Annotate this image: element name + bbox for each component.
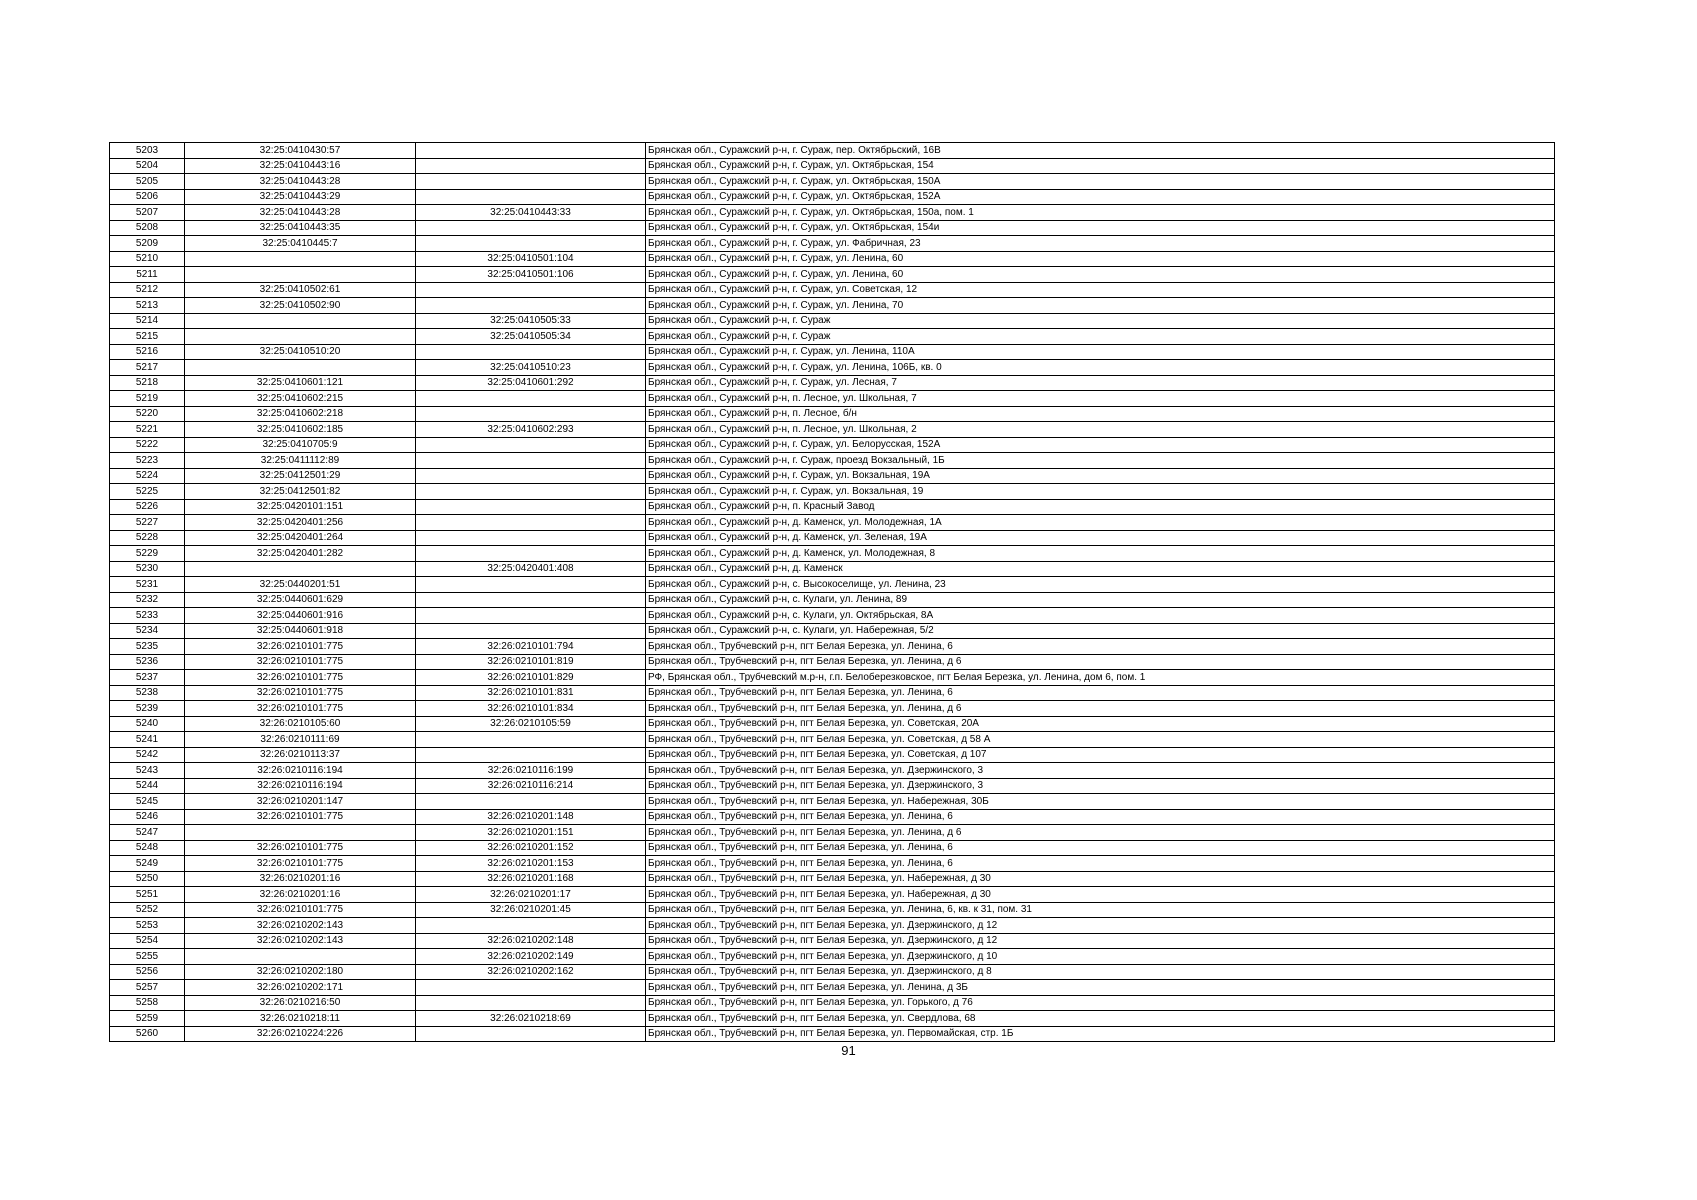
cadastral-number-cell: 32:26:0210101:775 xyxy=(185,701,416,717)
row-number-cell: 5206 xyxy=(110,189,185,205)
address-cell: Брянская обл., Трубчевский р-н, пгт Белая Березка, ул. Свердлова, 68 xyxy=(646,1011,1555,1027)
object-cadastral-number-cell xyxy=(416,236,646,252)
object-cadastral-number-cell xyxy=(416,484,646,500)
row-number-cell: 5251 xyxy=(110,887,185,903)
address-cell: Брянская обл., Суражский р-н, д. Каменск, ул. Молодежная, 1А xyxy=(646,515,1555,531)
cadastral-number-cell: 32:26:0210116:194 xyxy=(185,763,416,779)
cadastral-number-cell: 32:25:0410502:61 xyxy=(185,282,416,298)
cadastral-number-cell: 32:25:0412501:29 xyxy=(185,468,416,484)
row-number-cell: 5211 xyxy=(110,267,185,283)
property-registry-table xyxy=(109,142,1555,1042)
table-row xyxy=(110,484,1555,500)
object-cadastral-number-cell xyxy=(416,918,646,934)
address-cell: Брянская обл., Трубчевский р-н, пгт Белая Березка, ул. Советская, 20А xyxy=(646,716,1555,732)
address-cell: Брянская обл., Трубчевский р-н, пгт Белая Березка, ул. Ленина, д 6 xyxy=(646,654,1555,670)
object-cadastral-number-cell xyxy=(416,980,646,996)
object-cadastral-number-cell xyxy=(416,189,646,205)
cadastral-number-cell: 32:26:0210101:775 xyxy=(185,654,416,670)
cadastral-number-cell: 32:25:0410443:28 xyxy=(185,205,416,221)
table-row xyxy=(110,375,1555,391)
cadastral-number-cell: 32:26:0210101:775 xyxy=(185,670,416,686)
row-number-cell: 5255 xyxy=(110,949,185,965)
object-cadastral-number-cell: 32:26:0210202:148 xyxy=(416,933,646,949)
cadastral-number-cell: 32:26:0210202:180 xyxy=(185,964,416,980)
object-cadastral-number-cell: 32:26:0210201:151 xyxy=(416,825,646,841)
cadastral-number-cell: 32:26:0210101:775 xyxy=(185,685,416,701)
cadastral-number-cell: 32:25:0410443:28 xyxy=(185,174,416,190)
address-cell: Брянская обл., Суражский р-н, г. Сураж, ул. Ленина, 60 xyxy=(646,251,1555,267)
row-number-cell: 5257 xyxy=(110,980,185,996)
cadastral-number-cell: 32:25:0412501:82 xyxy=(185,484,416,500)
address-cell: Брянская обл., Суражский р-н, г. Сураж, ул. Ленина, 106Б, кв. 0 xyxy=(646,360,1555,376)
table-row xyxy=(110,344,1555,360)
object-cadastral-number-cell xyxy=(416,298,646,314)
row-number-cell: 5256 xyxy=(110,964,185,980)
cadastral-number-cell xyxy=(185,313,416,329)
row-number-cell: 5234 xyxy=(110,623,185,639)
cadastral-number-cell xyxy=(185,561,416,577)
cadastral-number-cell xyxy=(185,329,416,345)
object-cadastral-number-cell: 32:26:0210101:829 xyxy=(416,670,646,686)
table-row xyxy=(110,995,1555,1011)
object-cadastral-number-cell: 32:26:0210201:153 xyxy=(416,856,646,872)
cadastral-number-cell: 32:26:0210218:11 xyxy=(185,1011,416,1027)
address-cell: Брянская обл., Трубчевский р-н, пгт Белая Березка, ул. Набережная, д 30 xyxy=(646,871,1555,887)
row-number-cell: 5223 xyxy=(110,453,185,469)
table-row xyxy=(110,437,1555,453)
cadastral-number-cell xyxy=(185,825,416,841)
cadastral-number-cell: 32:25:0440201:51 xyxy=(185,577,416,593)
address-cell: Брянская обл., Суражский р-н, г. Сураж, ул. Октябрьская, 154и xyxy=(646,220,1555,236)
row-number-cell: 5219 xyxy=(110,391,185,407)
address-cell: Брянская обл., Суражский р-н, г. Сураж, ул. Белорусская, 152А xyxy=(646,437,1555,453)
object-cadastral-number-cell xyxy=(416,220,646,236)
address-cell: Брянская обл., Суражский р-н, г. Сураж, проезд Вокзальный, 1Б xyxy=(646,453,1555,469)
address-cell: Брянская обл., Суражский р-н, г. Сураж, ул. Ленина, 60 xyxy=(646,267,1555,283)
object-cadastral-number-cell: 32:25:0410443:33 xyxy=(416,205,646,221)
cadastral-number-cell: 32:25:0410430:57 xyxy=(185,143,416,159)
object-cadastral-number-cell: 32:26:0210218:69 xyxy=(416,1011,646,1027)
address-cell: Брянская обл., Суражский р-н, с. Кулаги, ул. Октябрьская, 8А xyxy=(646,608,1555,624)
object-cadastral-number-cell: 32:26:0210201:148 xyxy=(416,809,646,825)
cadastral-number-cell: 32:25:0420101:151 xyxy=(185,499,416,515)
cadastral-number-cell: 32:26:0210105:60 xyxy=(185,716,416,732)
address-cell: Брянская обл., Суражский р-н, г. Сураж, ул. Вокзальная, 19А xyxy=(646,468,1555,484)
object-cadastral-number-cell: 32:26:0210105:59 xyxy=(416,716,646,732)
table-row xyxy=(110,1026,1555,1042)
object-cadastral-number-cell xyxy=(416,1026,646,1042)
address-cell: Брянская обл., Трубчевский р-н, пгт Белая Березка, ул. Советская, д 107 xyxy=(646,747,1555,763)
row-number-cell: 5236 xyxy=(110,654,185,670)
row-number-cell: 5254 xyxy=(110,933,185,949)
cadastral-number-cell: 32:26:0210113:37 xyxy=(185,747,416,763)
cadastral-number-cell: 32:25:0410510:20 xyxy=(185,344,416,360)
object-cadastral-number-cell: 32:25:0410505:34 xyxy=(416,329,646,345)
row-number-cell: 5218 xyxy=(110,375,185,391)
object-cadastral-number-cell xyxy=(416,530,646,546)
cadastral-number-cell: 32:25:0410502:90 xyxy=(185,298,416,314)
address-cell: Брянская обл., Суражский р-н, г. Сураж, ул. Октябрьская, 150а, пом. 1 xyxy=(646,205,1555,221)
cadastral-number-cell: 32:25:0410705:9 xyxy=(185,437,416,453)
object-cadastral-number-cell xyxy=(416,747,646,763)
cadastral-number-cell: 32:25:0411112:89 xyxy=(185,453,416,469)
row-number-cell: 5247 xyxy=(110,825,185,841)
address-cell: Брянская обл., Суражский р-н, д. Каменск xyxy=(646,561,1555,577)
row-number-cell: 5209 xyxy=(110,236,185,252)
object-cadastral-number-cell: 32:26:0210201:152 xyxy=(416,840,646,856)
address-cell: Брянская обл., Суражский р-н, г. Сураж, ул. Ленина, 110А xyxy=(646,344,1555,360)
table-row xyxy=(110,360,1555,376)
table-row xyxy=(110,391,1555,407)
row-number-cell: 5221 xyxy=(110,422,185,438)
address-cell: Брянская обл., Суражский р-н, г. Сураж, ул. Октябрьская, 152А xyxy=(646,189,1555,205)
row-number-cell: 5243 xyxy=(110,763,185,779)
object-cadastral-number-cell xyxy=(416,453,646,469)
address-cell: Брянская обл., Трубчевский р-н, пгт Белая Березка, ул. Ленина, д 6 xyxy=(646,701,1555,717)
table-row xyxy=(110,670,1555,686)
row-number-cell: 5225 xyxy=(110,484,185,500)
cadastral-number-cell: 32:26:0210202:171 xyxy=(185,980,416,996)
cadastral-number-cell: 32:25:0420401:282 xyxy=(185,546,416,562)
object-cadastral-number-cell: 32:26:0210116:199 xyxy=(416,763,646,779)
object-cadastral-number-cell: 32:25:0410510:23 xyxy=(416,360,646,376)
address-cell: Брянская обл., Трубчевский р-н, пгт Белая Березка, ул. Дзержинского, 3 xyxy=(646,763,1555,779)
row-number-cell: 5242 xyxy=(110,747,185,763)
address-cell: Брянская обл., Трубчевский р-н, пгт Белая Березка, ул. Дзержинского, д 10 xyxy=(646,949,1555,965)
row-number-cell: 5212 xyxy=(110,282,185,298)
row-number-cell: 5237 xyxy=(110,670,185,686)
cadastral-number-cell: 32:25:0420401:264 xyxy=(185,530,416,546)
table-row xyxy=(110,282,1555,298)
table-row xyxy=(110,174,1555,190)
cadastral-number-cell xyxy=(185,949,416,965)
row-number-cell: 5220 xyxy=(110,406,185,422)
page-number: 91 xyxy=(841,1043,856,1058)
cadastral-number-cell: 32:26:0210202:143 xyxy=(185,933,416,949)
address-cell: РФ, Брянская обл., Трубчевский м.р-н, г.п. Белоберезковское, пгт Белая Березка, ул. Ленина, дом 6, пом. 1 xyxy=(646,670,1555,686)
cadastral-number-cell: 32:26:0210201:16 xyxy=(185,871,416,887)
table-row xyxy=(110,313,1555,329)
cadastral-number-cell: 32:26:0210101:775 xyxy=(185,809,416,825)
row-number-cell: 5203 xyxy=(110,143,185,159)
row-number-cell: 5224 xyxy=(110,468,185,484)
address-cell: Брянская обл., Суражский р-н, с. Высокоселище, ул. Ленина, 23 xyxy=(646,577,1555,593)
object-cadastral-number-cell xyxy=(416,406,646,422)
address-cell: Брянская обл., Трубчевский р-н, пгт Белая Березка, ул. Дзержинского, д 12 xyxy=(646,918,1555,934)
row-number-cell: 5232 xyxy=(110,592,185,608)
address-cell: Брянская обл., Суражский р-н, г. Сураж, ул. Фабричная, 23 xyxy=(646,236,1555,252)
row-number-cell: 5213 xyxy=(110,298,185,314)
row-number-cell: 5215 xyxy=(110,329,185,345)
object-cadastral-number-cell xyxy=(416,515,646,531)
object-cadastral-number-cell xyxy=(416,608,646,624)
row-number-cell: 5246 xyxy=(110,809,185,825)
table-row xyxy=(110,236,1555,252)
address-cell: Брянская обл., Трубчевский р-н, пгт Белая Березка, ул. Ленина, д 6 xyxy=(646,825,1555,841)
row-number-cell: 5222 xyxy=(110,437,185,453)
table-row xyxy=(110,778,1555,794)
object-cadastral-number-cell: 32:26:0210202:162 xyxy=(416,964,646,980)
object-cadastral-number-cell: 32:26:0210201:45 xyxy=(416,902,646,918)
table-row xyxy=(110,468,1555,484)
cadastral-number-cell: 32:25:0410602:215 xyxy=(185,391,416,407)
table-row xyxy=(110,158,1555,174)
address-cell: Брянская обл., Суражский р-н, п. Лесное, ул. Школьная, 7 xyxy=(646,391,1555,407)
object-cadastral-number-cell xyxy=(416,174,646,190)
table-row xyxy=(110,623,1555,639)
table-row xyxy=(110,840,1555,856)
table-row xyxy=(110,298,1555,314)
cadastral-number-cell: 32:26:0210101:775 xyxy=(185,902,416,918)
address-cell: Брянская обл., Трубчевский р-н, пгт Белая Березка, ул. Дзержинского, д 12 xyxy=(646,933,1555,949)
object-cadastral-number-cell: 32:26:0210201:17 xyxy=(416,887,646,903)
table-row xyxy=(110,499,1555,515)
row-number-cell: 5205 xyxy=(110,174,185,190)
table-row xyxy=(110,654,1555,670)
address-cell: Брянская обл., Суражский р-н, г. Сураж, ул. Октябрьская, 154 xyxy=(646,158,1555,174)
table-row xyxy=(110,577,1555,593)
row-number-cell: 5258 xyxy=(110,995,185,1011)
row-number-cell: 5231 xyxy=(110,577,185,593)
table-row xyxy=(110,763,1555,779)
cadastral-number-cell: 32:25:0410601:121 xyxy=(185,375,416,391)
address-cell: Брянская обл., Суражский р-н, г. Сураж, пер. Октябрьский, 16В xyxy=(646,143,1555,159)
cadastral-number-cell: 32:26:0210224:226 xyxy=(185,1026,416,1042)
address-cell: Брянская обл., Трубчевский р-н, пгт Белая Березка, ул. Дзержинского, 3 xyxy=(646,778,1555,794)
object-cadastral-number-cell xyxy=(416,546,646,562)
object-cadastral-number-cell: 32:25:0410505:33 xyxy=(416,313,646,329)
object-cadastral-number-cell: 32:25:0410501:104 xyxy=(416,251,646,267)
cadastral-number-cell xyxy=(185,360,416,376)
table-row xyxy=(110,902,1555,918)
row-number-cell: 5249 xyxy=(110,856,185,872)
row-number-cell: 5216 xyxy=(110,344,185,360)
table-row xyxy=(110,964,1555,980)
row-number-cell: 5208 xyxy=(110,220,185,236)
cadastral-number-cell: 32:26:0210116:194 xyxy=(185,778,416,794)
address-cell: Брянская обл., Трубчевский р-н, пгт Белая Березка, ул. Набережная, д 30 xyxy=(646,887,1555,903)
table-row xyxy=(110,918,1555,934)
object-cadastral-number-cell: 32:26:0210116:214 xyxy=(416,778,646,794)
address-cell: Брянская обл., Суражский р-н, г. Сураж, ул. Лесная, 7 xyxy=(646,375,1555,391)
object-cadastral-number-cell: 32:25:0420401:408 xyxy=(416,561,646,577)
address-cell: Брянская обл., Трубчевский р-н, пгт Белая Березка, ул. Набережная, 30Б xyxy=(646,794,1555,810)
table-row xyxy=(110,1011,1555,1027)
table-row xyxy=(110,189,1555,205)
cadastral-number-cell: 32:26:0210101:775 xyxy=(185,856,416,872)
object-cadastral-number-cell xyxy=(416,437,646,453)
cadastral-number-cell: 32:25:0420401:256 xyxy=(185,515,416,531)
cadastral-number-cell: 32:26:0210101:775 xyxy=(185,639,416,655)
cadastral-number-cell: 32:26:0210216:50 xyxy=(185,995,416,1011)
address-cell: Брянская обл., Суражский р-н, г. Сураж, ул. Октябрьская, 150А xyxy=(646,174,1555,190)
table-row xyxy=(110,205,1555,221)
row-number-cell: 5227 xyxy=(110,515,185,531)
object-cadastral-number-cell xyxy=(416,995,646,1011)
table-row xyxy=(110,251,1555,267)
address-cell: Брянская обл., Трубчевский р-н, пгт Белая Березка, ул. Ленина, 6 xyxy=(646,639,1555,655)
address-cell: Брянская обл., Суражский р-н, п. Лесное, ул. Школьная, 2 xyxy=(646,422,1555,438)
object-cadastral-number-cell xyxy=(416,794,646,810)
row-number-cell: 5229 xyxy=(110,546,185,562)
cadastral-number-cell xyxy=(185,267,416,283)
object-cadastral-number-cell xyxy=(416,592,646,608)
table-row xyxy=(110,406,1555,422)
object-cadastral-number-cell xyxy=(416,499,646,515)
table-row xyxy=(110,220,1555,236)
address-cell: Брянская обл., Суражский р-н, с. Кулаги, ул. Набережная, 5/2 xyxy=(646,623,1555,639)
cadastral-number-cell: 32:25:0410443:29 xyxy=(185,189,416,205)
object-cadastral-number-cell xyxy=(416,158,646,174)
address-cell: Брянская обл., Трубчевский р-н, пгт Белая Березка, ул. Ленина, 6 xyxy=(646,685,1555,701)
object-cadastral-number-cell xyxy=(416,391,646,407)
object-cadastral-number-cell: 32:26:0210101:794 xyxy=(416,639,646,655)
cadastral-number-cell: 32:26:0210201:147 xyxy=(185,794,416,810)
address-cell: Брянская обл., Суражский р-н, с. Кулаги, ул. Ленина, 89 xyxy=(646,592,1555,608)
address-cell: Брянская обл., Суражский р-н, г. Сураж xyxy=(646,329,1555,345)
row-number-cell: 5260 xyxy=(110,1026,185,1042)
object-cadastral-number-cell xyxy=(416,468,646,484)
row-number-cell: 5253 xyxy=(110,918,185,934)
address-cell: Брянская обл., Суражский р-н, д. Каменск, ул. Молодежная, 8 xyxy=(646,546,1555,562)
cadastral-number-cell: 32:25:0410445:7 xyxy=(185,236,416,252)
row-number-cell: 5210 xyxy=(110,251,185,267)
address-cell: Брянская обл., Трубчевский р-н, пгт Белая Березка, ул. Ленина, 6 xyxy=(646,840,1555,856)
table-row xyxy=(110,685,1555,701)
object-cadastral-number-cell: 32:26:0210101:834 xyxy=(416,701,646,717)
table-row xyxy=(110,639,1555,655)
object-cadastral-number-cell xyxy=(416,282,646,298)
table-row xyxy=(110,515,1555,531)
row-number-cell: 5250 xyxy=(110,871,185,887)
row-number-cell: 5239 xyxy=(110,701,185,717)
table-row xyxy=(110,794,1555,810)
registry-body xyxy=(110,143,1555,1042)
row-number-cell: 5248 xyxy=(110,840,185,856)
object-cadastral-number-cell: 32:26:0210201:168 xyxy=(416,871,646,887)
table-row xyxy=(110,887,1555,903)
address-cell: Брянская обл., Трубчевский р-н, пгт Белая Березка, ул. Дзержинского, д 8 xyxy=(646,964,1555,980)
table-row xyxy=(110,871,1555,887)
cadastral-number-cell: 32:26:0210201:16 xyxy=(185,887,416,903)
row-number-cell: 5214 xyxy=(110,313,185,329)
object-cadastral-number-cell xyxy=(416,732,646,748)
cadastral-number-cell: 32:25:0410602:218 xyxy=(185,406,416,422)
table-row xyxy=(110,732,1555,748)
address-cell: Брянская обл., Трубчевский р-н, пгт Белая Березка, ул. Первомайская, стр. 1Б xyxy=(646,1026,1555,1042)
row-number-cell: 5245 xyxy=(110,794,185,810)
table-row xyxy=(110,825,1555,841)
address-cell: Брянская обл., Суражский р-н, п. Красный Завод xyxy=(646,499,1555,515)
object-cadastral-number-cell: 32:26:0210101:819 xyxy=(416,654,646,670)
row-number-cell: 5259 xyxy=(110,1011,185,1027)
row-number-cell: 5241 xyxy=(110,732,185,748)
row-number-cell: 5244 xyxy=(110,778,185,794)
cadastral-number-cell: 32:25:0440601:629 xyxy=(185,592,416,608)
address-cell: Брянская обл., Суражский р-н, д. Каменск, ул. Зеленая, 19А xyxy=(646,530,1555,546)
address-cell: Брянская обл., Суражский р-н, г. Сураж, ул. Вокзальная, 19 xyxy=(646,484,1555,500)
object-cadastral-number-cell: 32:25:0410601:292 xyxy=(416,375,646,391)
row-number-cell: 5240 xyxy=(110,716,185,732)
table-row xyxy=(110,747,1555,763)
cadastral-number-cell: 32:25:0410443:35 xyxy=(185,220,416,236)
table-row xyxy=(110,856,1555,872)
address-cell: Брянская обл., Трубчевский р-н, пгт Белая Березка, ул. Ленина, 6 xyxy=(646,856,1555,872)
cadastral-number-cell xyxy=(185,251,416,267)
table-row xyxy=(110,453,1555,469)
table-row xyxy=(110,329,1555,345)
cadastral-number-cell: 32:25:0440601:918 xyxy=(185,623,416,639)
table-row xyxy=(110,530,1555,546)
table-row xyxy=(110,701,1555,717)
table-row xyxy=(110,716,1555,732)
table-row xyxy=(110,608,1555,624)
address-cell: Брянская обл., Трубчевский р-н, пгт Белая Березка, ул. Горького, д 76 xyxy=(646,995,1555,1011)
row-number-cell: 5235 xyxy=(110,639,185,655)
object-cadastral-number-cell: 32:26:0210101:831 xyxy=(416,685,646,701)
table-row xyxy=(110,561,1555,577)
address-cell: Брянская обл., Трубчевский р-н, пгт Белая Березка, ул. Ленина, 6, кв. к 31, пом. 31 xyxy=(646,902,1555,918)
table-row xyxy=(110,143,1555,159)
address-cell: Брянская обл., Трубчевский р-н, пгт Белая Березка, ул. Ленина, д 3Б xyxy=(646,980,1555,996)
object-cadastral-number-cell xyxy=(416,143,646,159)
address-cell: Брянская обл., Трубчевский р-н, пгт Белая Березка, ул. Советская, д 58 А xyxy=(646,732,1555,748)
table-row xyxy=(110,980,1555,996)
table-row xyxy=(110,809,1555,825)
table-row xyxy=(110,949,1555,965)
object-cadastral-number-cell xyxy=(416,344,646,360)
row-number-cell: 5204 xyxy=(110,158,185,174)
cadastral-number-cell: 32:25:0440601:916 xyxy=(185,608,416,624)
table-row xyxy=(110,267,1555,283)
table-row xyxy=(110,546,1555,562)
address-cell: Брянская обл., Суражский р-н, г. Сураж, ул. Советская, 12 xyxy=(646,282,1555,298)
row-number-cell: 5228 xyxy=(110,530,185,546)
row-number-cell: 5226 xyxy=(110,499,185,515)
row-number-cell: 5252 xyxy=(110,902,185,918)
object-cadastral-number-cell: 32:25:0410501:106 xyxy=(416,267,646,283)
address-cell: Брянская обл., Трубчевский р-н, пгт Белая Березка, ул. Ленина, 6 xyxy=(646,809,1555,825)
cadastral-number-cell: 32:26:0210101:775 xyxy=(185,840,416,856)
row-number-cell: 5233 xyxy=(110,608,185,624)
cadastral-number-cell: 32:25:0410602:185 xyxy=(185,422,416,438)
object-cadastral-number-cell: 32:26:0210202:149 xyxy=(416,949,646,965)
address-cell: Брянская обл., Суражский р-н, г. Сураж, ул. Ленина, 70 xyxy=(646,298,1555,314)
table-row xyxy=(110,422,1555,438)
cadastral-number-cell: 32:26:0210111:69 xyxy=(185,732,416,748)
object-cadastral-number-cell: 32:25:0410602:293 xyxy=(416,422,646,438)
table-row xyxy=(110,933,1555,949)
address-cell: Брянская обл., Суражский р-н, п. Лесное, б/н xyxy=(646,406,1555,422)
row-number-cell: 5207 xyxy=(110,205,185,221)
object-cadastral-number-cell xyxy=(416,623,646,639)
table-row xyxy=(110,592,1555,608)
object-cadastral-number-cell xyxy=(416,577,646,593)
row-number-cell: 5230 xyxy=(110,561,185,577)
cadastral-number-cell: 32:26:0210202:143 xyxy=(185,918,416,934)
cadastral-number-cell: 32:25:0410443:16 xyxy=(185,158,416,174)
row-number-cell: 5238 xyxy=(110,685,185,701)
row-number-cell: 5217 xyxy=(110,360,185,376)
address-cell: Брянская обл., Суражский р-н, г. Сураж xyxy=(646,313,1555,329)
